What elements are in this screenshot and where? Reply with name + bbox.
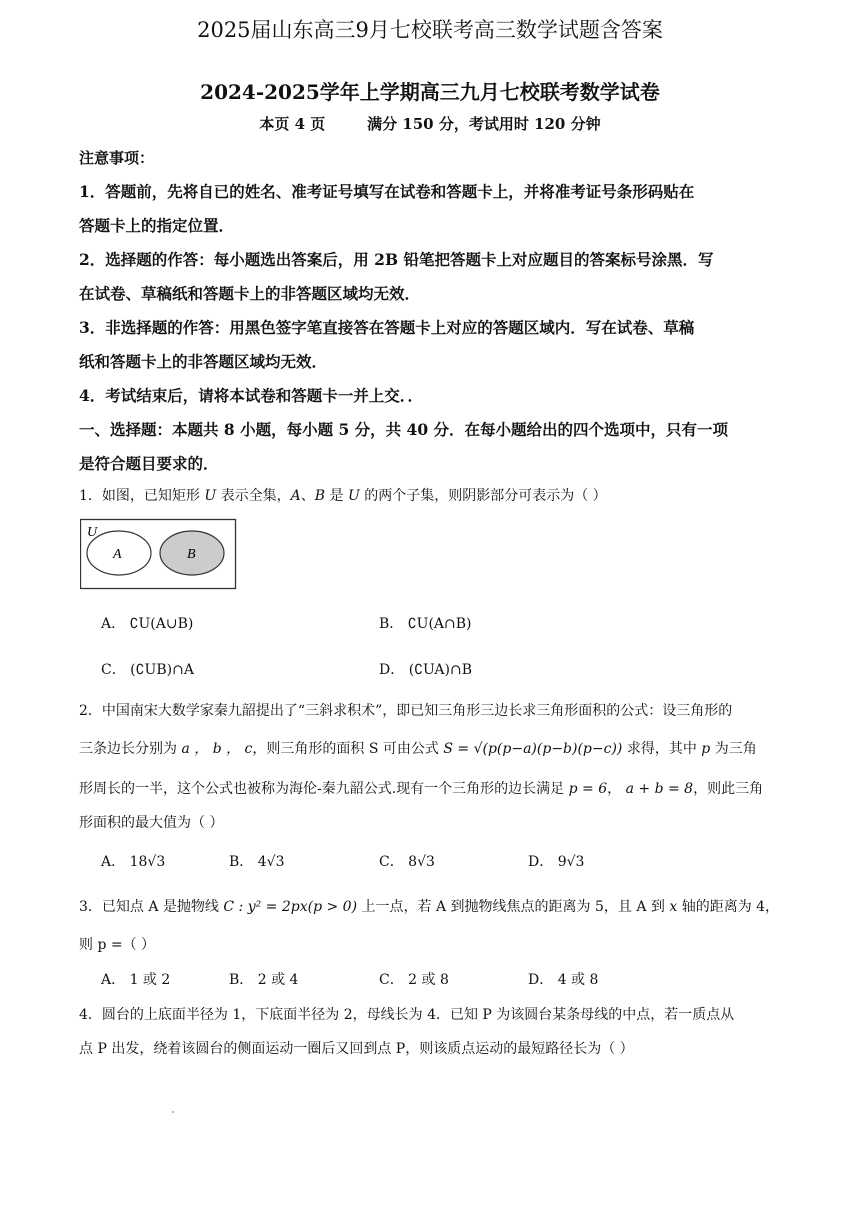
label-b: B	[187, 547, 196, 562]
notice-line: 纸和答题卡上的非答题区域均无效．	[79, 352, 328, 371]
q2-line: 2．中国南宋大数学家秦九韶提出了“三斜求积术”，即已知三角形三边长求三角形面积的公式：设三角形的	[79, 703, 733, 719]
q2-line: 形面积的最大值为（ ）	[79, 815, 224, 831]
q2-line: 形周长的一半，这个公式也被称为海伦-秦九韶公式.现有一个三角形的边长满足 p = 6， a + b = 8，则此三角	[79, 781, 764, 797]
q4-line: 4．圆台的上底面半径为 1，下底面半径为 2，母线长为 4．已知 P 为该圆台某条母线的中点，若一质点从	[79, 1007, 735, 1023]
q3-line: 则 p =（ ）	[79, 937, 156, 953]
q2-option-c[interactable]: C． 8√3	[379, 854, 435, 870]
q2-option-d[interactable]: D． 9√3	[528, 854, 585, 870]
q3-option-a[interactable]: A． 1 或 2	[101, 972, 171, 988]
document-title: 2025届山东高三9月七校联考高三数学试题含答案	[197, 18, 663, 42]
q2-line: 三条边长分别为 a ， b ， c，则三角形的面积 S 可由公式 S = √(p(p−a)(p−b)(p−c)) 求得，其中 p 为三角	[79, 741, 757, 757]
exam-title: 2024-2025学年上学期高三九月七校联考数学试卷	[200, 80, 660, 104]
label-a: A	[113, 547, 122, 562]
parabola-expr: C : y² = 2px(p > 0)	[223, 899, 358, 915]
notice-line: 在试卷、草稿纸和答题卡上的非答题区域均无效．	[79, 284, 421, 303]
section-heading-cont: 是符合题目要求的．	[79, 454, 219, 473]
q1-option-a[interactable]: A． ∁U(A∪B)	[101, 616, 194, 632]
heron-formula: S = √(p(p−a)(p−b)(p−c))	[443, 741, 623, 757]
q3-option-d[interactable]: D． 4 或 8	[528, 972, 599, 988]
notice-line: 2．选择题的作答：每小题选出答案后，用 2B 铅笔把答题卡上对应题目的答案标号涂黑．写	[79, 250, 714, 269]
notice-line: 答题卡上的指定位置．	[79, 216, 235, 235]
exam-info: 本页 4 页 满分 150 分，考试用时 120 分钟	[259, 115, 601, 133]
q4-line: 点 P 出发，绕着该圆台的侧面运动一圈后又回到点 P，则该质点运动的最短路径长为（ ）	[79, 1041, 634, 1057]
q1-option-b[interactable]: B． ∁U(A∩B)	[379, 616, 472, 632]
q3-line: 3．已知点 A 是抛物线 C : y² = 2px(p > 0) 上一点，若 A 到抛物线焦点的距离为 5，且 A 到 x 轴的距离为 4，	[79, 899, 780, 915]
q3-option-c[interactable]: C． 2 或 8	[379, 972, 449, 988]
q2-option-b[interactable]: B． 4√3	[229, 854, 285, 870]
scan-speck	[172, 1111, 174, 1113]
notice-line: 3．非选择题的作答：用黑色签字笔直接答在答题卡上对应的答题区域内．写在试卷、草稿	[79, 318, 695, 337]
notice-line: 4．考试结束后，请将本试卷和答题卡一并上交．．	[79, 386, 424, 405]
notice-heading: 注意事项：	[79, 149, 155, 167]
notice-line: 1．答题前，先将自已的姓名、准考证号填写在试卷和答题卡上，并将准考证号条形码贴在	[79, 182, 695, 201]
q1-option-c[interactable]: C． (∁UB)∩A	[101, 662, 194, 678]
venn-diagram	[80, 518, 238, 590]
section-heading: 一、选择题：本题共 8 小题，每小题 5 分，共 40 分．在每小题给出的四个选项中，只有一项	[79, 420, 729, 439]
q1-stem: 1．如图，已知矩形 U 表示全集，A、B 是 U 的两个子集，则阴影部分可表示为（ ）	[79, 488, 607, 504]
q1-option-d[interactable]: D． (∁UA)∩B	[379, 662, 473, 678]
label-u: U	[87, 525, 98, 540]
q2-option-a[interactable]: A． 18√3	[101, 854, 166, 870]
q3-option-b[interactable]: B． 2 或 4	[229, 972, 299, 988]
